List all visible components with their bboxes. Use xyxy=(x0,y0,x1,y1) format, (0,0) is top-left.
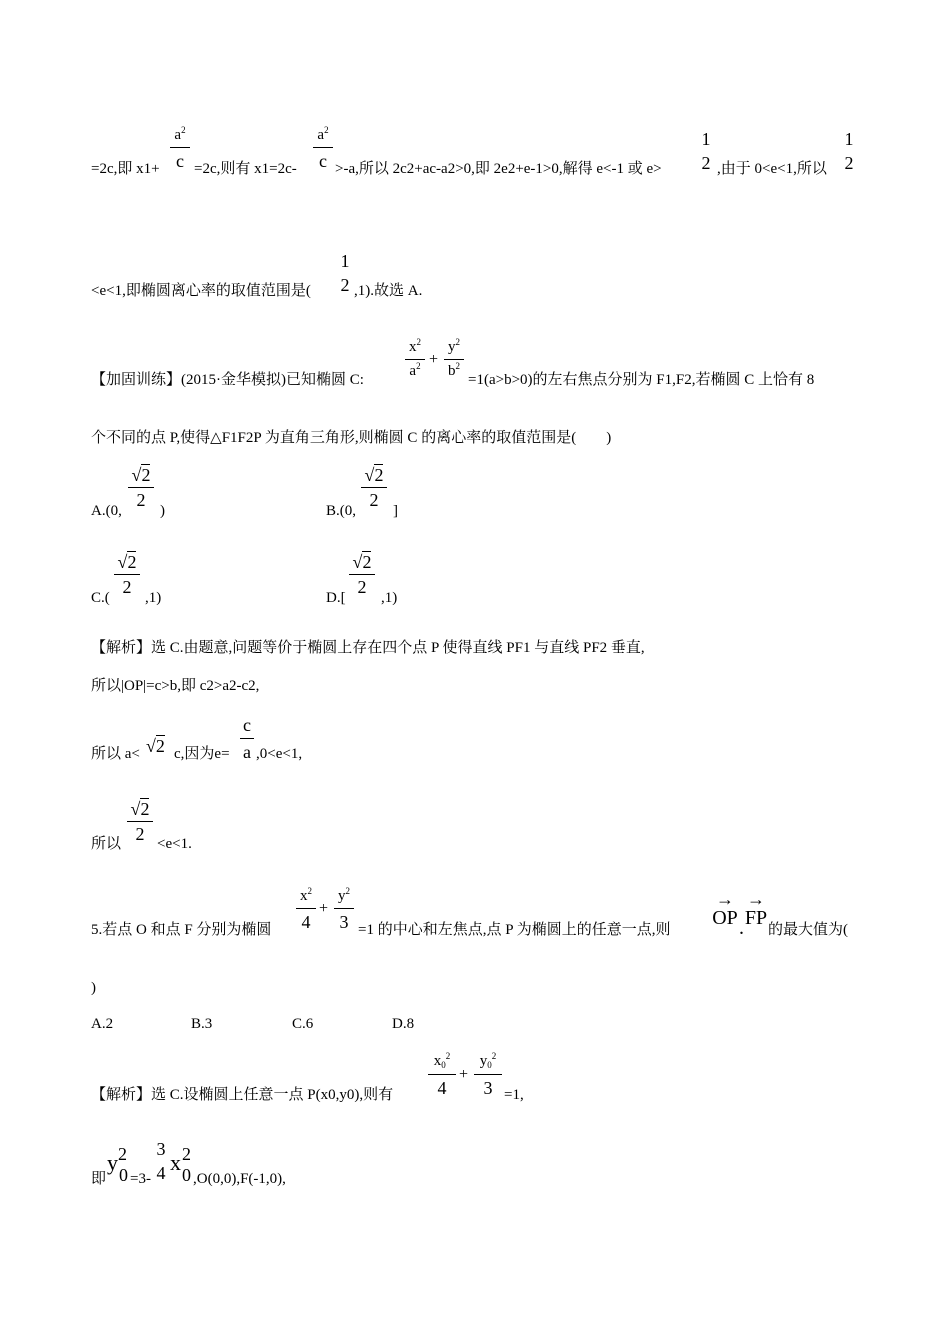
y-variable: y xyxy=(107,1150,118,1175)
denominator: 2 xyxy=(136,490,146,510)
option-d: D.8 xyxy=(392,1016,415,1032)
numerator: x xyxy=(433,1053,442,1069)
numerator: y xyxy=(448,339,456,355)
exponent: 2 xyxy=(416,337,421,347)
text-segment: ,O(0,0),F(-1,0), xyxy=(193,1171,286,1187)
radicand: 2 xyxy=(127,552,137,572)
exponent: 2 xyxy=(455,337,460,347)
fraction-sqrt2-over-2: √2 2 xyxy=(127,800,153,843)
numerator: 1 xyxy=(701,129,711,149)
numerator: x xyxy=(409,339,417,355)
exponent: 2 xyxy=(182,1144,191,1164)
option-b-suffix: ] xyxy=(393,503,398,519)
plus-sign: + xyxy=(459,1066,469,1083)
text-segment: ,0<e<1, xyxy=(256,746,303,762)
numerator: y xyxy=(479,1053,488,1069)
dot-operator: . xyxy=(739,917,744,939)
fraction-one-half xyxy=(699,130,713,172)
text-line: 个不同的点 P,使得△F1F2P 为直角三角形,则椭圆 C 的离心率的取值范围是( ) xyxy=(91,430,612,446)
x-variable: x xyxy=(170,1150,181,1175)
fraction-c-over-a xyxy=(240,716,254,761)
text-segment: 所以 xyxy=(91,836,122,852)
fraction-sqrt2-over-2: √2 2 xyxy=(349,553,375,596)
text-segment: c,因为e= xyxy=(174,746,230,762)
exponent: 2 xyxy=(445,1051,451,1061)
text-segment: =1 的中心和左焦点,点 P 为椭圆上的任意一点,则 xyxy=(358,922,671,938)
solution-line: 【解析】选 C.设椭圆上任意一点 P(x0,y0),则有 xyxy=(91,1087,394,1103)
option-a-suffix: ) xyxy=(160,503,165,519)
exponent: 2 xyxy=(181,125,186,135)
text-segment: >-a,所以 2c2+ac-a2>0,即 2e2+e-1>0,解得 e<-1 或 e> xyxy=(335,161,662,177)
fraction-sqrt2-over-2: √2 2 xyxy=(114,553,140,596)
denominator: 4 xyxy=(437,1078,447,1098)
numerator: a xyxy=(317,127,325,143)
question-line: 5.若点 O 和点 F 分别为椭圆 xyxy=(91,922,272,938)
fraction-y0sq-over-3 xyxy=(474,1051,502,1098)
fraction-a2-over-c xyxy=(313,125,333,171)
vector-label: OP xyxy=(712,907,738,929)
denominator: 2 xyxy=(701,153,711,173)
plus-sign: + xyxy=(319,900,329,917)
section-heading-line: 【加固训练】(2015·金华模拟)已知椭圆 C: xyxy=(91,372,364,388)
numerator: y xyxy=(338,888,346,904)
solution-line: 所以|OP|=c>b,即 c2>a2-c2, xyxy=(91,678,260,694)
fraction-a2-over-c xyxy=(170,125,190,171)
denominator: 2 xyxy=(122,577,132,597)
text-segment: =1, xyxy=(504,1087,524,1103)
fraction-one-half xyxy=(842,130,856,172)
option-a-prefix: A.(0, xyxy=(91,503,122,519)
numerator: a xyxy=(174,127,182,143)
numerator: 1 xyxy=(340,251,350,271)
text-line: =2c,即 x1+ xyxy=(91,161,160,177)
denominator: 2 xyxy=(340,275,350,295)
option-b-prefix: B.(0, xyxy=(326,503,356,519)
text-line: ) xyxy=(91,980,96,996)
denominator: b xyxy=(448,363,456,379)
fraction-three-quarters xyxy=(154,1140,168,1182)
denominator: 3 xyxy=(483,1078,493,1098)
fraction-x2-over-a2 xyxy=(405,337,425,379)
fraction-y2-over-b2 xyxy=(444,337,464,379)
vector-label: FP xyxy=(744,907,768,929)
subscript: 0 xyxy=(487,1060,492,1070)
exponent: 2 xyxy=(324,125,329,135)
arrow-icon: → xyxy=(747,889,765,909)
numerator: x xyxy=(300,888,308,904)
text-segment: =1(a>b>0)的左右焦点分别为 F1,F2,若椭圆 C 上恰有 8 xyxy=(468,372,815,388)
text-segment: <e<1. xyxy=(157,836,192,852)
vector-op xyxy=(708,890,742,928)
text-segment: ,由于 0<e<1,所以 xyxy=(717,161,827,177)
option-c-suffix: ,1) xyxy=(145,590,162,606)
text-line: <e<1,即椭圆离心率的取值范围是( xyxy=(91,283,311,299)
subscript: 0 xyxy=(441,1060,446,1070)
text-segment: 的最大值为( xyxy=(768,922,848,938)
text-segment: =2c,则有 x1=2c- xyxy=(194,161,297,177)
radicand: 2 xyxy=(374,465,384,485)
denominator: 2 xyxy=(357,577,367,597)
denominator: c xyxy=(176,151,184,171)
option-c-prefix: C.( xyxy=(91,590,110,606)
text-segment: 即 xyxy=(91,1171,107,1187)
option-d-prefix: D.[ xyxy=(326,590,346,606)
denominator: a xyxy=(243,742,251,762)
denominator: 2 xyxy=(369,490,379,510)
denominator: 2 xyxy=(135,824,145,844)
plus-sign: + xyxy=(429,351,439,368)
numerator: 3 xyxy=(156,1139,166,1159)
radicand: 2 xyxy=(362,552,372,572)
exponent: 2 xyxy=(416,361,421,371)
denominator: 4 xyxy=(301,912,311,932)
denominator: c xyxy=(319,151,327,171)
numerator: 1 xyxy=(844,129,854,149)
text-segment: =3- xyxy=(130,1171,151,1187)
radicand: 2 xyxy=(140,799,150,819)
exponent: 2 xyxy=(345,886,350,896)
denominator: a xyxy=(409,363,417,379)
exponent: 2 xyxy=(118,1144,127,1164)
option-a: A.2 xyxy=(91,1016,114,1032)
vector-fp xyxy=(744,890,768,928)
fraction-sqrt2-over-2: √2 2 xyxy=(361,466,387,509)
numerator: c xyxy=(243,715,251,735)
sqrt-2: √2 xyxy=(146,736,165,756)
option-c: C.6 xyxy=(292,1016,314,1032)
text-segment: 所以 a< xyxy=(91,746,140,762)
denominator: 4 xyxy=(156,1163,166,1183)
arrow-icon: → xyxy=(716,889,734,909)
option-b: B.3 xyxy=(191,1016,213,1032)
text-segment: ,1).故选 A. xyxy=(354,283,423,299)
radicand: 2 xyxy=(141,465,151,485)
denominator: 2 xyxy=(844,153,854,173)
solution-line: 【解析】选 C.由题意,问题等价于椭圆上存在四个点 P 使得直线 PF1 与直线 PF2 垂直, xyxy=(91,640,645,656)
fraction-one-half xyxy=(338,252,352,294)
radicand: 2 xyxy=(155,736,165,756)
fraction-y2-over-3 xyxy=(334,886,354,932)
fraction-x2-over-4 xyxy=(296,886,316,932)
exponent: 2 xyxy=(307,886,312,896)
subscript: 0 xyxy=(119,1165,128,1185)
fraction-x0sq-over-4 xyxy=(428,1051,456,1098)
denominator: 3 xyxy=(339,912,349,932)
exponent: 2 xyxy=(491,1051,497,1061)
option-d-suffix: ,1) xyxy=(381,590,398,606)
subscript: 0 xyxy=(182,1165,191,1185)
exponent: 2 xyxy=(455,361,460,371)
fraction-sqrt2-over-2: √2 2 xyxy=(128,466,154,509)
